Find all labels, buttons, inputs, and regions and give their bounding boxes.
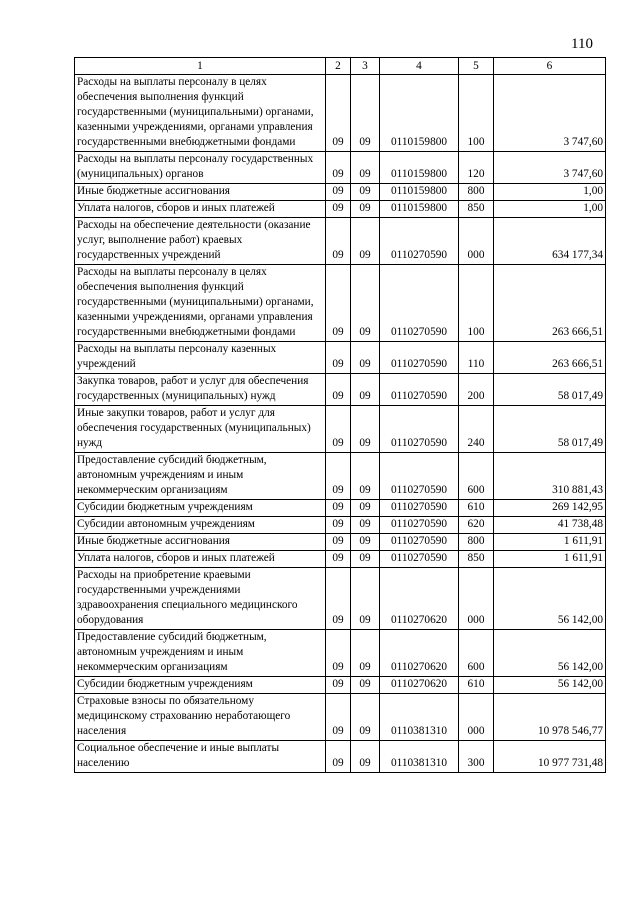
subsection-cell: 09 <box>351 630 380 677</box>
table-row <box>75 342 606 374</box>
amount-cell: 10 977 731,48 <box>494 741 606 773</box>
row-name-cell: Уплата налогов, сборов и иных платежей <box>75 551 326 568</box>
section-cell: 09 <box>326 694 351 741</box>
amount-cell: 263 666,51 <box>494 342 606 374</box>
expense-type-cell: 200 <box>459 374 494 406</box>
row-name-cell: Субсидии бюджетным учреждениям <box>75 500 326 517</box>
target-article-cell: 0110159800 <box>380 201 459 218</box>
expense-type-cell: 300 <box>459 741 494 773</box>
row-name-cell: Расходы на выплаты персоналу казенных учреждений <box>75 342 326 374</box>
target-article-cell: 0110270590 <box>380 374 459 406</box>
table-row <box>75 630 606 677</box>
expense-type-cell: 120 <box>459 152 494 184</box>
header-row <box>75 58 606 75</box>
section-cell: 09 <box>326 453 351 500</box>
target-article-cell: 0110159800 <box>380 75 459 152</box>
row-name-cell: Иные бюджетные ассигнования <box>75 534 326 551</box>
section-cell: 09 <box>326 342 351 374</box>
section-cell: 09 <box>326 75 351 152</box>
section-cell: 09 <box>326 741 351 773</box>
section-cell: 09 <box>326 374 351 406</box>
subsection-cell: 09 <box>351 374 380 406</box>
row-name-cell: Страховые взносы по обязательному медицинскому страхованию неработающего населения <box>75 694 326 741</box>
target-article-cell: 0110270590 <box>380 218 459 265</box>
target-article-cell: 0110270590 <box>380 406 459 453</box>
amount-cell: 56 142,00 <box>494 677 606 694</box>
amount-cell: 269 142,95 <box>494 500 606 517</box>
subsection-cell: 09 <box>351 741 380 773</box>
expense-type-cell: 850 <box>459 201 494 218</box>
subsection-cell: 09 <box>351 75 380 152</box>
expense-type-cell: 800 <box>459 534 494 551</box>
target-article-cell: 0110270590 <box>380 342 459 374</box>
subsection-cell: 09 <box>351 184 380 201</box>
subsection-cell: 09 <box>351 534 380 551</box>
expense-type-cell: 240 <box>459 406 494 453</box>
expense-type-cell: 850 <box>459 551 494 568</box>
expense-type-cell: 100 <box>459 265 494 342</box>
subsection-cell: 09 <box>351 500 380 517</box>
subsection-cell: 09 <box>351 453 380 500</box>
subsection-cell: 09 <box>351 694 380 741</box>
table-row <box>75 152 606 184</box>
table-row <box>75 677 606 694</box>
subsection-cell: 09 <box>351 201 380 218</box>
amount-cell: 3 747,60 <box>494 75 606 152</box>
section-cell: 09 <box>326 677 351 694</box>
target-article-cell: 0110270620 <box>380 568 459 630</box>
section-cell: 09 <box>326 517 351 534</box>
amount-cell: 58 017,49 <box>494 406 606 453</box>
section-cell: 09 <box>326 152 351 184</box>
amount-cell: 56 142,00 <box>494 630 606 677</box>
target-article-cell: 0110270590 <box>380 453 459 500</box>
table-row <box>75 453 606 500</box>
expense-type-cell: 600 <box>459 453 494 500</box>
amount-cell: 1 611,91 <box>494 534 606 551</box>
table-row <box>75 406 606 453</box>
section-cell: 09 <box>326 534 351 551</box>
header-cell: 1 <box>75 58 326 75</box>
expense-type-cell: 000 <box>459 568 494 630</box>
target-article-cell: 0110270590 <box>380 551 459 568</box>
row-name-cell: Уплата налогов, сборов и иных платежей <box>75 201 326 218</box>
target-article-cell: 0110159800 <box>380 184 459 201</box>
table-row <box>75 500 606 517</box>
expense-type-cell: 100 <box>459 75 494 152</box>
subsection-cell: 09 <box>351 517 380 534</box>
table-row <box>75 534 606 551</box>
header-cell: 4 <box>380 58 459 75</box>
section-cell: 09 <box>326 265 351 342</box>
expense-type-cell: 600 <box>459 630 494 677</box>
row-name-cell: Субсидии автономным учреждениям <box>75 517 326 534</box>
table-row <box>75 517 606 534</box>
expense-type-cell: 610 <box>459 500 494 517</box>
subsection-cell: 09 <box>351 218 380 265</box>
row-name-cell: Иные бюджетные ассигнования <box>75 184 326 201</box>
subsection-cell: 09 <box>351 551 380 568</box>
header-cell: 3 <box>351 58 380 75</box>
table-row <box>75 75 606 152</box>
subsection-cell: 09 <box>351 677 380 694</box>
section-cell: 09 <box>326 406 351 453</box>
expense-type-cell: 110 <box>459 342 494 374</box>
subsection-cell: 09 <box>351 406 380 453</box>
table-row <box>75 265 606 342</box>
expense-type-cell: 800 <box>459 184 494 201</box>
table-row <box>75 184 606 201</box>
amount-cell: 263 666,51 <box>494 265 606 342</box>
section-cell: 09 <box>326 201 351 218</box>
subsection-cell: 09 <box>351 265 380 342</box>
amount-cell: 1 611,91 <box>494 551 606 568</box>
amount-cell: 56 142,00 <box>494 568 606 630</box>
section-cell: 09 <box>326 551 351 568</box>
row-name-cell: Расходы на приобретение краевыми государственными учреждениями здравоохранения специального медицинского оборудования <box>75 568 326 630</box>
budget-table <box>74 57 606 773</box>
target-article-cell: 0110381310 <box>380 741 459 773</box>
amount-cell: 634 177,34 <box>494 218 606 265</box>
section-cell: 09 <box>326 630 351 677</box>
expense-type-cell: 610 <box>459 677 494 694</box>
section-cell: 09 <box>326 500 351 517</box>
table-row <box>75 551 606 568</box>
target-article-cell: 0110270590 <box>380 517 459 534</box>
table-row <box>75 201 606 218</box>
header-cell: 5 <box>459 58 494 75</box>
expense-type-cell: 000 <box>459 694 494 741</box>
section-cell: 09 <box>326 184 351 201</box>
row-name-cell: Расходы на выплаты персоналу государственных (муниципальных) органов <box>75 152 326 184</box>
table-row <box>75 694 606 741</box>
subsection-cell: 09 <box>351 342 380 374</box>
row-name-cell: Субсидии бюджетным учреждениям <box>75 677 326 694</box>
amount-cell: 1,00 <box>494 201 606 218</box>
target-article-cell: 0110270590 <box>380 265 459 342</box>
table-row <box>75 374 606 406</box>
section-cell: 09 <box>326 218 351 265</box>
amount-cell: 10 978 546,77 <box>494 694 606 741</box>
row-name-cell: Иные закупки товаров, работ и услуг для обеспечения государственных (муниципальных) нужд <box>75 406 326 453</box>
row-name-cell: Социальное обеспечение и иные выплаты населению <box>75 741 326 773</box>
section-cell: 09 <box>326 568 351 630</box>
amount-cell: 310 881,43 <box>494 453 606 500</box>
table-row <box>75 218 606 265</box>
table-row <box>75 741 606 773</box>
subsection-cell: 09 <box>351 568 380 630</box>
header-cell: 6 <box>494 58 606 75</box>
row-name-cell: Закупка товаров, работ и услуг для обеспечения государственных (муниципальных) нужд <box>75 374 326 406</box>
amount-cell: 58 017,49 <box>494 374 606 406</box>
subsection-cell: 09 <box>351 152 380 184</box>
row-name-cell: Расходы на обеспечение деятельности (оказание услуг, выполнение работ) краевых государственных учреждений <box>75 218 326 265</box>
target-article-cell: 0110270620 <box>380 677 459 694</box>
table-row <box>75 568 606 630</box>
target-article-cell: 0110270590 <box>380 534 459 551</box>
target-article-cell: 0110159800 <box>380 152 459 184</box>
row-name-cell: Предоставление субсидий бюджетным, автономным учреждениям и иным некоммерческим организациям <box>75 630 326 677</box>
target-article-cell: 0110270590 <box>380 500 459 517</box>
page-number: 110 <box>571 36 593 52</box>
expense-type-cell: 000 <box>459 218 494 265</box>
expense-type-cell: 620 <box>459 517 494 534</box>
header-cell: 2 <box>326 58 351 75</box>
amount-cell: 3 747,60 <box>494 152 606 184</box>
row-name-cell: Расходы на выплаты персоналу в целях обеспечения выполнения функций государственными (муниципальными) органами, казенными учреждениями, органами управления государственными внебюджетными фондами <box>75 75 326 152</box>
row-name-cell: Предоставление субсидий бюджетным, автономным учреждениям и иным некоммерческим организациям <box>75 453 326 500</box>
amount-cell: 1,00 <box>494 184 606 201</box>
amount-cell: 41 738,48 <box>494 517 606 534</box>
row-name-cell: Расходы на выплаты персоналу в целях обеспечения выполнения функций государственными (муниципальными) органами, казенными учреждениями, органами управления государственными внебюджетными фондами <box>75 265 326 342</box>
target-article-cell: 0110381310 <box>380 694 459 741</box>
target-article-cell: 0110270620 <box>380 630 459 677</box>
